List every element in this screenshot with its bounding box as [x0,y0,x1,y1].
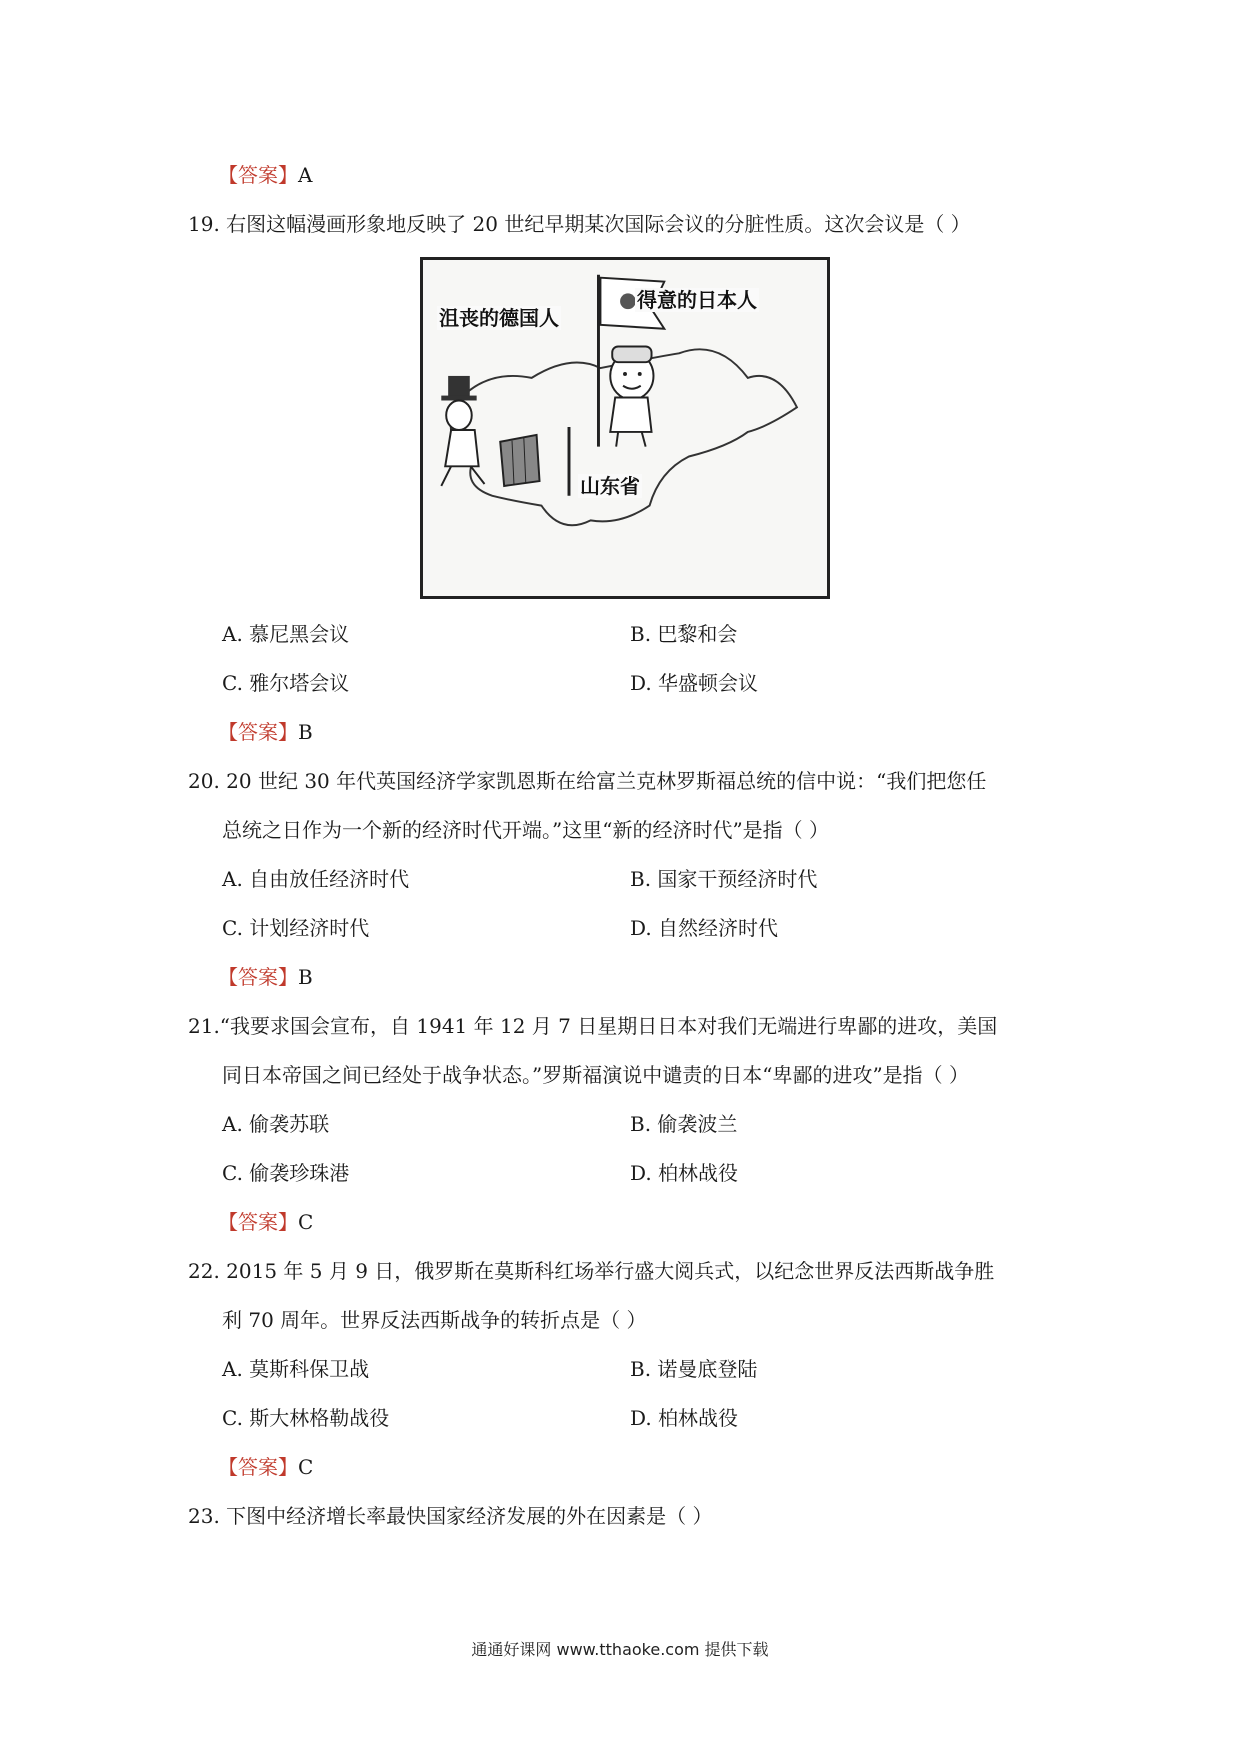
label-japanese: 得意的日本人 [637,288,757,312]
question-21-stem-line1: 21.“我要求国会宣布，自 1941 年 12 月 7 日星期日日本对我们无端进行卑鄙的进攻，美国 [188,1014,998,1038]
q19-option-a: A. 慕尼黑会议 [222,622,350,646]
q22-option-c: C. 斯大林格勒战役 [222,1406,390,1430]
answer-label: 【答案】 [218,1210,298,1234]
answer-22 [218,1453,313,1481]
question-23-stem: 23. 下图中经济增长率最快国家经济发展的外在因素是（ ） [188,1504,713,1528]
q19-option-b: B. 巴黎和会 [630,622,738,646]
question-19-stem: 19. 右图这幅漫画形象地反映了 20 世纪早期某次国际会议的分脏性质。这次会议是（ ） [188,212,971,236]
label-german: 沮丧的德国人 [439,306,559,330]
q20-option-a: A. 自由放任经济时代 [222,867,410,891]
german-flag [500,435,539,486]
q21-option-d: D. 柏林战役 [630,1161,739,1185]
q22-option-b: B. 诺曼底登陆 [630,1357,758,1381]
label-province: 山东省 [580,474,640,498]
question-20-stem-line1: 20. 20 世纪 30 年代英国经济学家凯恩斯在给富兰克林罗斯福总统的信中说：“我们把您任 [188,769,987,793]
question-22-stem-line2: 利 70 周年。世界反法西斯战争的转折点是（ ） [222,1308,647,1332]
q21-option-a: A. 偷袭苏联 [222,1112,330,1136]
answer-19 [218,718,313,746]
cartoon-image [420,257,830,599]
answer-value: B [298,720,313,744]
german-figure [448,376,470,398]
q21-option-c: C. 偷袭珍珠港 [222,1161,350,1185]
question-20-stem-line2: 总统之日作为一个新的经济时代开端。”这里“新的经济时代”是指（ ） [222,818,830,842]
q20-option-b: B. 国家干预经济时代 [630,867,818,891]
question-22-stem-line1: 22. 2015 年 5 月 9 日，俄罗斯在莫斯科红场举行盛大阅兵式，以纪念世界反法西斯战争胜 [188,1259,995,1283]
question-21-stem-line2: 同日本帝国之间已经处于战争状态。”罗斯福演说中谴责的日本“卑鄙的进攻”是指（ ） [222,1063,970,1087]
answer-20 [218,963,313,991]
answer-value: A [298,163,313,187]
q20-option-d: D. 自然经济时代 [630,916,779,940]
answer-value: C [298,1455,314,1479]
answer-value: B [298,965,313,989]
answer-label: 【答案】 [218,965,298,989]
q21-option-b: B. 偷袭波兰 [630,1112,738,1136]
answer-18 [218,161,312,189]
answer-value: C [298,1210,314,1234]
q19-option-d: D. 华盛顿会议 [630,671,759,695]
answer-label: 【答案】 [218,720,298,744]
answer-label: 【答案】 [218,163,298,187]
page-footer: 通通好课网 www.tthaoke.com 提供下载 [471,1640,769,1659]
answer-label: 【答案】 [218,1455,298,1479]
q22-option-d: D. 柏林战役 [630,1406,739,1430]
q19-option-c: C. 雅尔塔会议 [222,671,350,695]
q20-option-c: C. 计划经济时代 [222,916,370,940]
answer-21 [218,1208,313,1236]
q22-option-a: A. 莫斯科保卫战 [222,1357,370,1381]
